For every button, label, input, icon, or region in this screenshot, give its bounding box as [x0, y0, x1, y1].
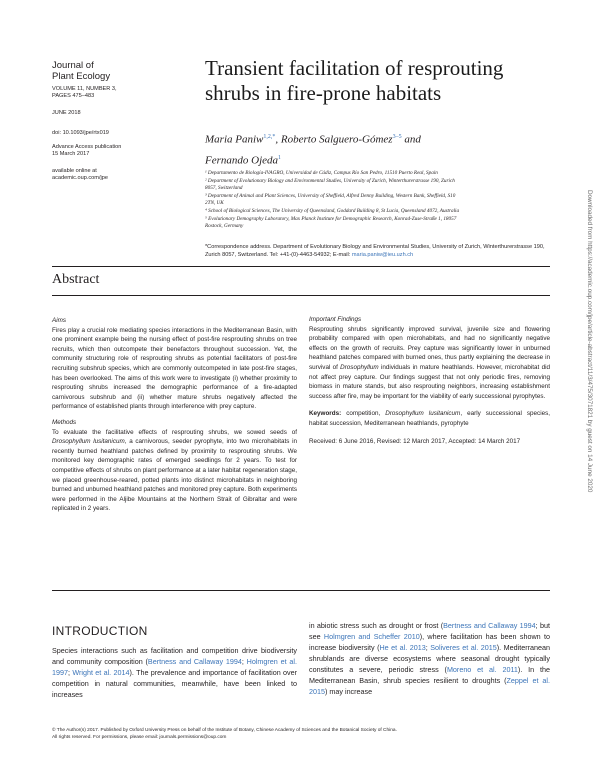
abstract-bottom-rule — [52, 590, 550, 591]
copyright-footer — [52, 727, 572, 742]
methods-heading: Methods — [52, 418, 77, 426]
intro-text: ) may increase — [325, 687, 373, 696]
copyright-line: © The Author(s) 2017. Published by Oxford University Press on behalf of the Institute of Botany, Chinese Academy of Sciences and the Botanical Society of China. — [52, 728, 397, 733]
download-note-text: Downloaded from https://academic.oup.com/jpe/article-abstract/11/3/475/3071821 by guest on 14 June 2020 — [586, 190, 593, 493]
author-3[interactable]: Fernando Ojeda — [205, 154, 279, 167]
findings-heading: Important Findings — [309, 316, 362, 323]
advance-line2: 15 March 2017 — [52, 151, 90, 158]
intro-text: ). The prevalence and importance of facilitation over competition in natural communities, meanwhile, have been linked to increases — [52, 668, 298, 699]
methods-text-part: To evaluate the facilitative effects of resprouting shrubs, we sowed seeds of — [52, 428, 297, 436]
correspondence — [205, 243, 555, 259]
author-separator: and — [401, 133, 421, 146]
introduction-heading: INTRODUCTION — [52, 624, 148, 638]
intro-text: in abiotic stress such as drought or frost ( — [309, 621, 444, 630]
citation-link[interactable]: He et al. 2013 — [379, 643, 426, 652]
author-separator: , — [275, 133, 281, 146]
author-list — [205, 128, 535, 169]
affiliation-4: ⁴ School of Biological Sciences, The University of Queensland, Goddard Building 8, St Lucia, Queensland 4072, Australia — [205, 207, 460, 214]
author-2[interactable]: Roberto Salguero-Gómez — [280, 133, 393, 146]
keywords-part: , early successional species, habitat succession, Mediterranean heathlands, pyrophyte — [309, 410, 551, 427]
methods-text-part: , a carnivorous, seeder pyrophyte, into two microhabitats in recently burned heathland patches defined by proximity to resprouting shrubs. We monitored key demographic rates of emerged seedlings for 2 years. To test for competitive effects of shrubs on plant performance at a later habitat regeneration stage, we placed greenhouse-reared, potted plants into distinct microhabitats in neighboring burned and unburned heathland patches and monitored prey capture. Both experiments were performed in the Aljibe Mountains at the Northern Strait of Gibraltar and were replicated in 2 years. — [52, 438, 297, 513]
author-3-affil[interactable]: 1 — [278, 154, 282, 161]
author-1[interactable]: Maria Paniw — [205, 133, 264, 146]
species-name: Drosophyllum lusitanicum — [52, 438, 125, 446]
citation-link[interactable]: Zeppel et al. 2015 — [309, 676, 550, 696]
keywords — [309, 409, 550, 428]
aims-heading: Aims — [52, 317, 66, 324]
intro-text: ; — [241, 657, 247, 666]
permissions-line: All rights reserved. For permissions, please email: journals.permissions@oup.com — [52, 735, 227, 741]
pages-line: PAGES 475–483 — [52, 93, 95, 100]
citation-link[interactable]: Holmgren et al. 1997 — [52, 657, 297, 677]
citation-link[interactable]: Holmgren and Scheffer 2010 — [323, 632, 420, 641]
intro-text: ; — [68, 668, 73, 677]
intro-text: ; — [425, 643, 431, 652]
journal-name — [52, 60, 132, 82]
volume-info — [52, 86, 142, 100]
intro-text: ). Mediterranean shrublands are diverse ecosystems where seasonal drought typically constitutes a severe, periodic stress ( — [309, 643, 550, 674]
abstract-right-column — [309, 307, 550, 446]
doi[interactable]: doi: 10.1093/jpe/rtx019 — [52, 130, 109, 136]
intro-right-column — [309, 620, 550, 697]
findings-text — [309, 325, 550, 402]
abstract-heading: Abstract — [52, 272, 100, 287]
citation-link[interactable]: Moreno et al. 2011 — [446, 665, 518, 674]
citation-link[interactable]: Bertness and Callaway 1994 — [443, 621, 536, 630]
intro-text: ; but see — [309, 621, 550, 641]
intro-text: ), where facilitation has been shown to increase biodiversity ( — [309, 632, 550, 652]
avail-line1: available online at — [52, 168, 97, 174]
author-1-affil[interactable]: 1,2,* — [263, 134, 276, 140]
received-dates: Received: 6 June 2016, Revised: 12 March 2017, Accepted: 14 March 2017 — [309, 437, 521, 445]
findings-text-part: individuals in mature heathlands. However, microhabitat did not affect prey capture. Our findings suggest that not only periodic fires, removing biomass in mature stands, but also resprouting neighbors, increasing establishment success after fire, may be important for the viability of early successional pyrophytes. — [309, 363, 550, 400]
article-title: Transient facilitation of resprouting shrubs in fire-prone habitats — [205, 56, 504, 105]
intro-text: ). In the Mediterranean Basin, shrub species resilient to droughts ( — [309, 665, 551, 685]
volume-line: VOLUME 11, NUMBER 3, — [52, 86, 117, 92]
citation-link[interactable]: Bertness and Callaway 1994 — [147, 657, 242, 666]
affiliation-1: ¹ Departamento de Biología-IVAGRO, Universidad de Cádiz, Campus Río San Pedro, 11510 Puerto Real, Spain — [205, 170, 438, 176]
abstract-top-rule — [52, 266, 550, 267]
species-name: Drosophyllum lusitanicum — [385, 410, 461, 418]
keywords-part: competition, — [341, 410, 386, 418]
avail-line2[interactable]: academic.oup.com/jpe — [52, 175, 108, 182]
author-2-affil[interactable]: 3–5 — [392, 134, 402, 140]
availability — [52, 168, 142, 182]
abstract-left-column — [52, 316, 297, 514]
affiliation-3: ³ Department of Animal and Plant Sciences, University of Sheffield, Alfred Denny Building, Western Bank, Sheffield, S10 2TN, UK — [205, 192, 456, 207]
journal-name-line1: Journal of — [52, 60, 94, 71]
intro-left-column — [52, 645, 297, 700]
affiliation-2: ² Department of Evolutionary Biology and Environmental Studies, University of Zurich, Winterthurerstrasse 190, Zurich 8057, Switzerland — [205, 177, 455, 192]
abstract-rule — [52, 295, 550, 296]
download-note — [584, 190, 594, 610]
citation-link[interactable]: Soliveres et al. 2015 — [430, 643, 497, 652]
citation-link[interactable]: Wright et al. 2014 — [72, 668, 130, 677]
keywords-heading: Keywords: — [309, 410, 342, 418]
advance-access — [52, 144, 142, 158]
correspondence-email[interactable]: maria.paniw@ieu.uzh.ch — [351, 252, 414, 258]
affiliations — [205, 170, 555, 231]
findings-text-part: Resprouting shrubs significantly improved survival, juvenile size and flowering probability compared with open microhabitats, and had no significantly negative effects on the growth of recruits. Prey capture was significantly lower in unburned heathland patches compared with burned ones, thus partly explaining the decrease in survival of — [309, 325, 550, 371]
journal-name-line2: Plant Ecology — [52, 71, 111, 82]
correspondence-text: *Correspondence address. Department of Evolutionary Biology and Environmental Studies, University of Zurich, Winterthurerstrasse 190, Zurich 8057, Switzerland. Tel: +41-(0)-4463-54932; E-mail: — [205, 244, 545, 258]
aims-text: Fires play a crucial role mediating species interactions in the Mediterranean Basin, with one prominent example being the nursing effect of post-fire resprouting shrubs on tree recruits, which then outcompete their benefactors throughout succession. Yet, the community structuring role of resprouting shrubs as potential facilitators of post-fire recruiting subshrub species, which are commonly outcompeted in late post-fire stages, has been overlooked. The aims of this work were to investigate (i) whether proximity to resprouting shrubs increased the demographic performance of a fire-adapted carnivorous subshrub and (ii) whether mature shrubs negatively affected the performance of established plants through interference with prey capture. — [52, 326, 297, 411]
issue-date: JUNE 2018 — [52, 110, 81, 116]
species-name: Drosophyllum — [340, 363, 379, 371]
affiliation-5: ⁵ Evolutionary Demography Laboratory, Max Planck Institute for Demographic Research, Konrad-Zuse-Straße 1, 18057 Rostock, Germany — [205, 215, 457, 230]
intro-text: Species interactions such as facilitation and competition drive biodiversity and community composition ( — [52, 646, 297, 666]
advance-line1: Advance Access publication — [52, 144, 122, 150]
methods-text — [52, 428, 297, 514]
